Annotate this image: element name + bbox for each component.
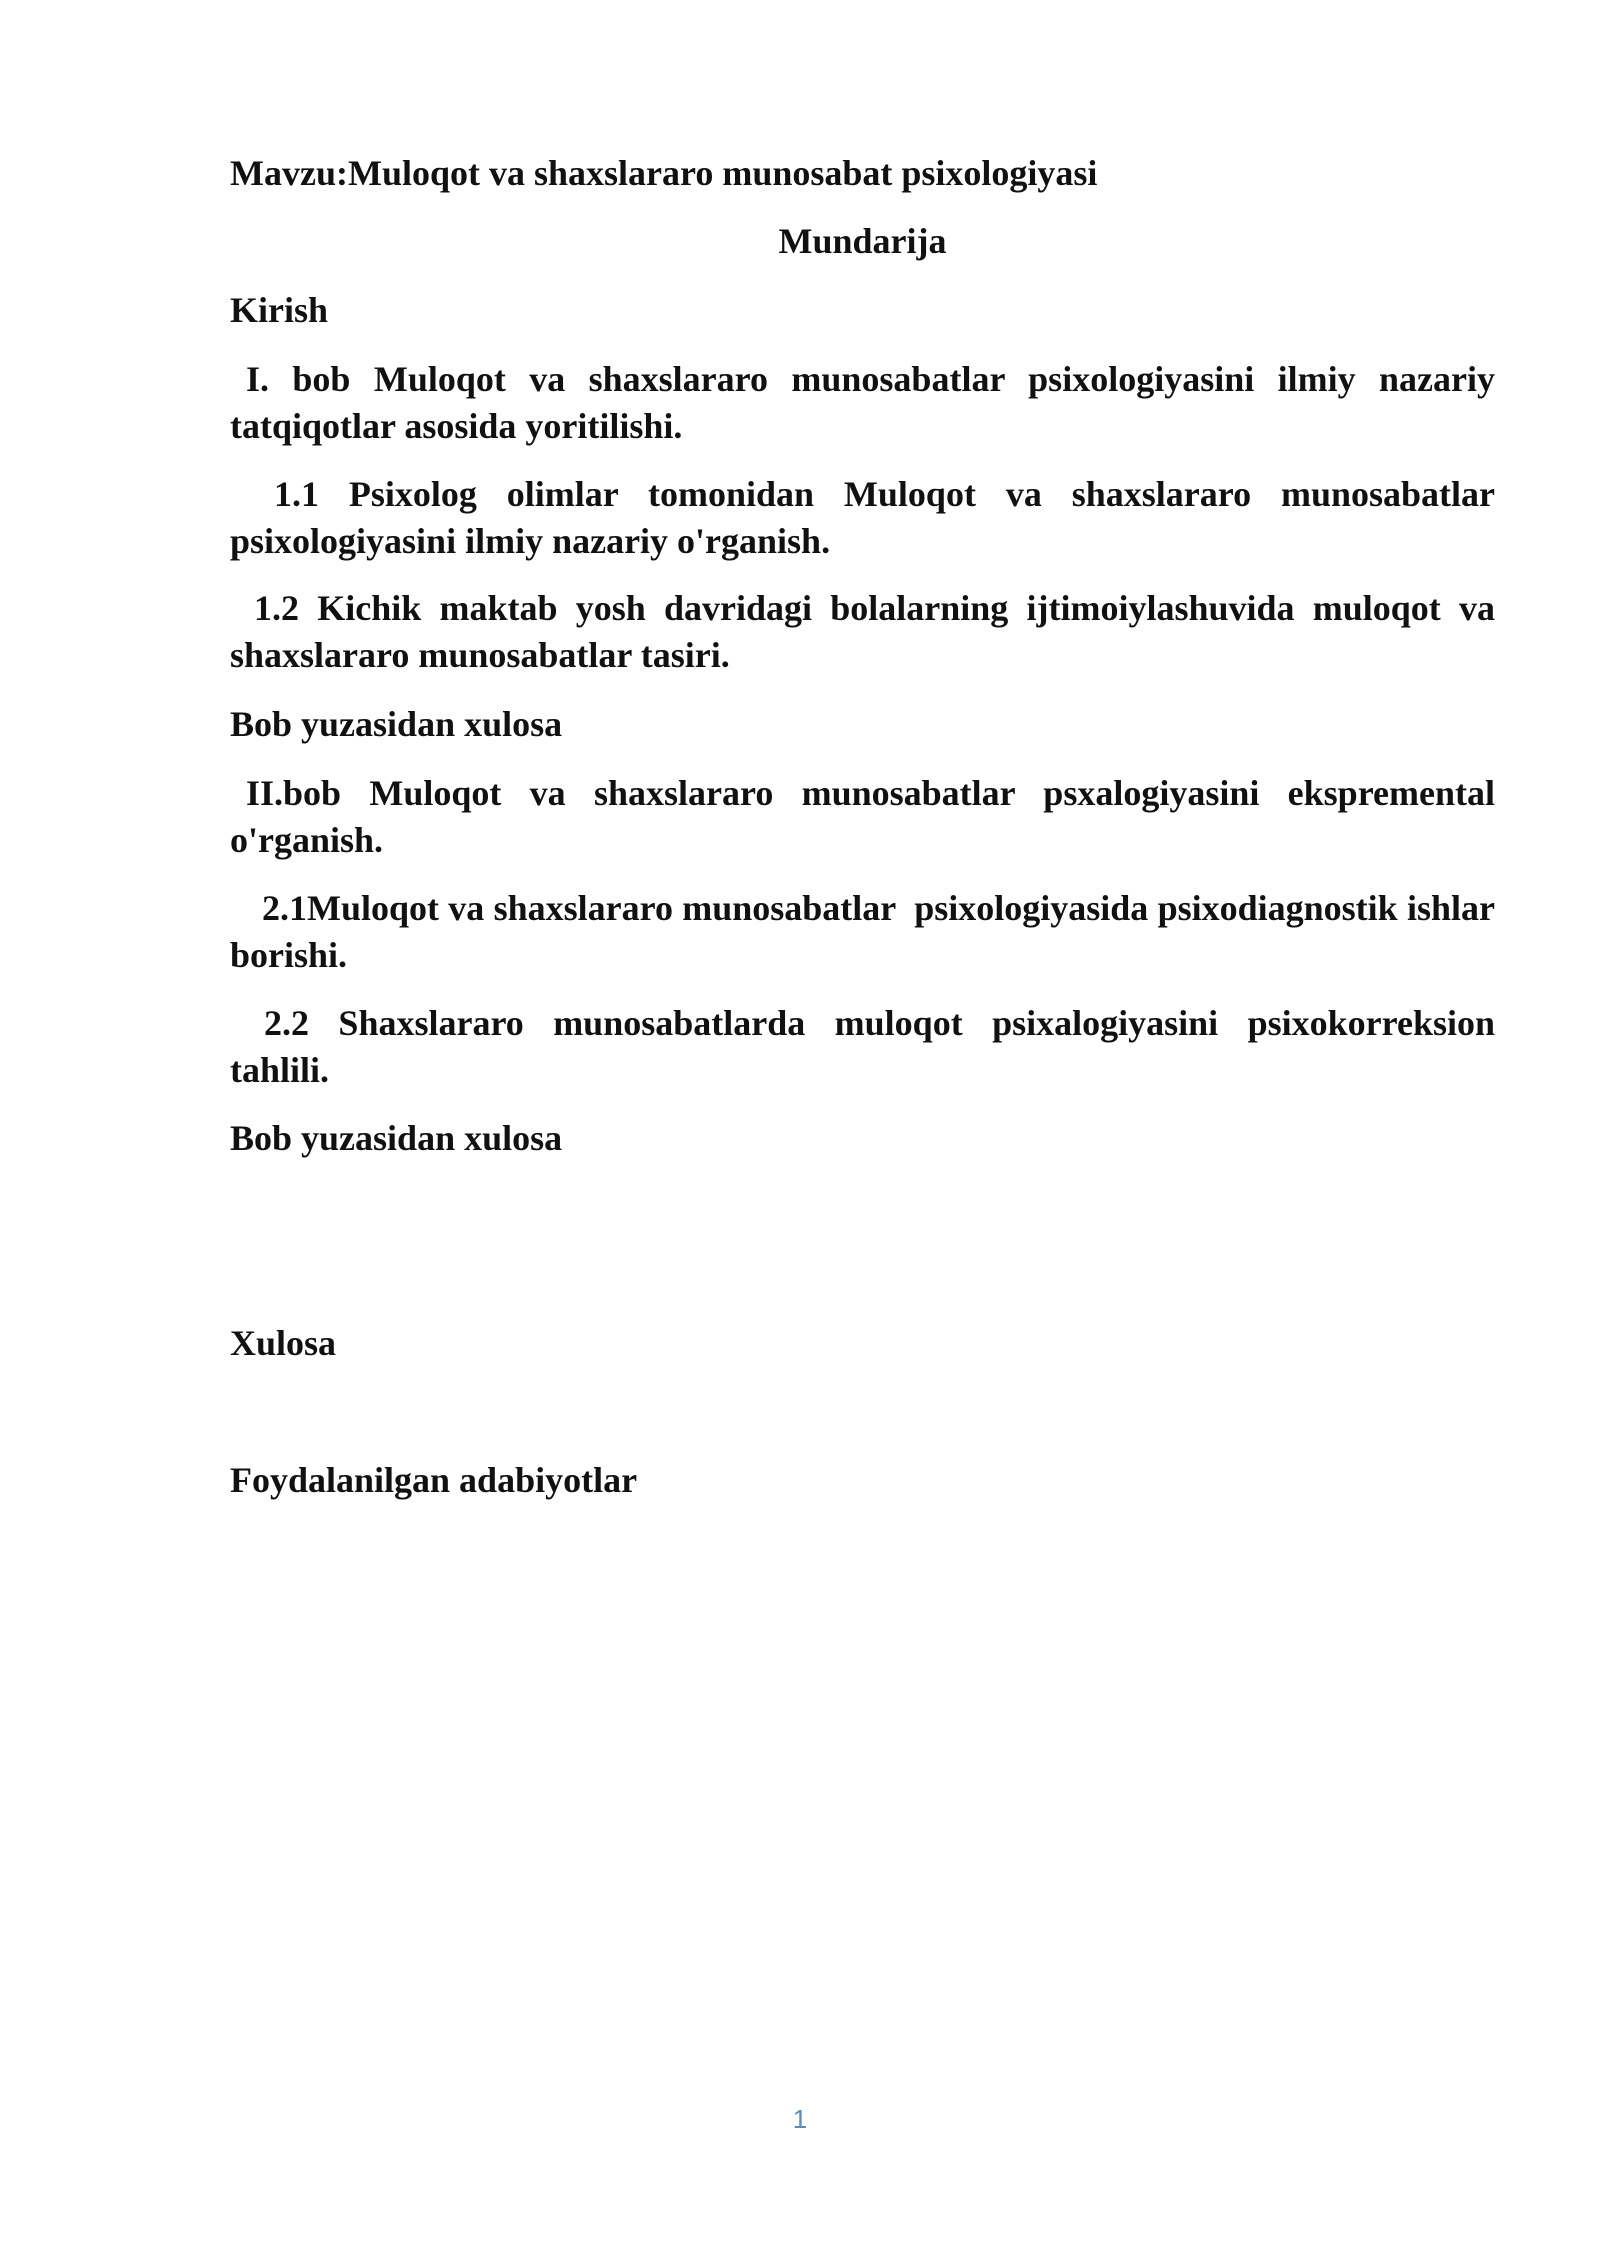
toc-entry-chapter-1: I. bob Muloqot va shaxslararo munosabatlar psixologiyasini ilmiy nazariy tatqiqotlar asosida yoritilishi. [230,359,1495,446]
toc-entry-1-1: 1.1 Psixolog olimlar tomonidan Muloqot va shaxslararo munosabatlar psixologiyasini ilmiy nazariy o'rganish. [230,474,1495,561]
toc-entry-chapter-2: II.bob Muloqot va shaxslararo munosabatlar psxalogiyasini ekspremental o'rganish. [230,773,1495,860]
toc-entry-references: Foydalanilgan adabiyotlar [230,1460,638,1500]
toc-entry-1-2: 1.2 Kichik maktab yosh davridagi bolalarning ijtimoiylashuvida muloqot va shaxslararo munosabatlar tasiri. [230,588,1495,675]
toc-entry-chapter-1-summary: Bob yuzasidan xulosa [230,704,563,744]
document-topic: Mavzu:Muloqot va shaxslararo munosabat psixologiyasi [230,153,1098,193]
toc-entry-2-1: 2.1Muloqot va shaxslararo munosabatlar psixologiyasida psixodiagnostik ishlar borishi. [230,888,1504,975]
page-number: 1 [792,2104,808,2134]
toc-entry-xulosa: Xulosa [230,1323,337,1363]
toc-entry-2-2: 2.2 Shaxslararo munosabatlarda muloqot psixalogiyasini psixokorreksion tahlili. [230,1003,1495,1090]
toc-entry-kirish: Kirish [230,290,329,330]
toc-entry-chapter-2-summary: Bob yuzasidan xulosa [230,1118,563,1158]
toc-heading: Mundarija [778,221,947,261]
